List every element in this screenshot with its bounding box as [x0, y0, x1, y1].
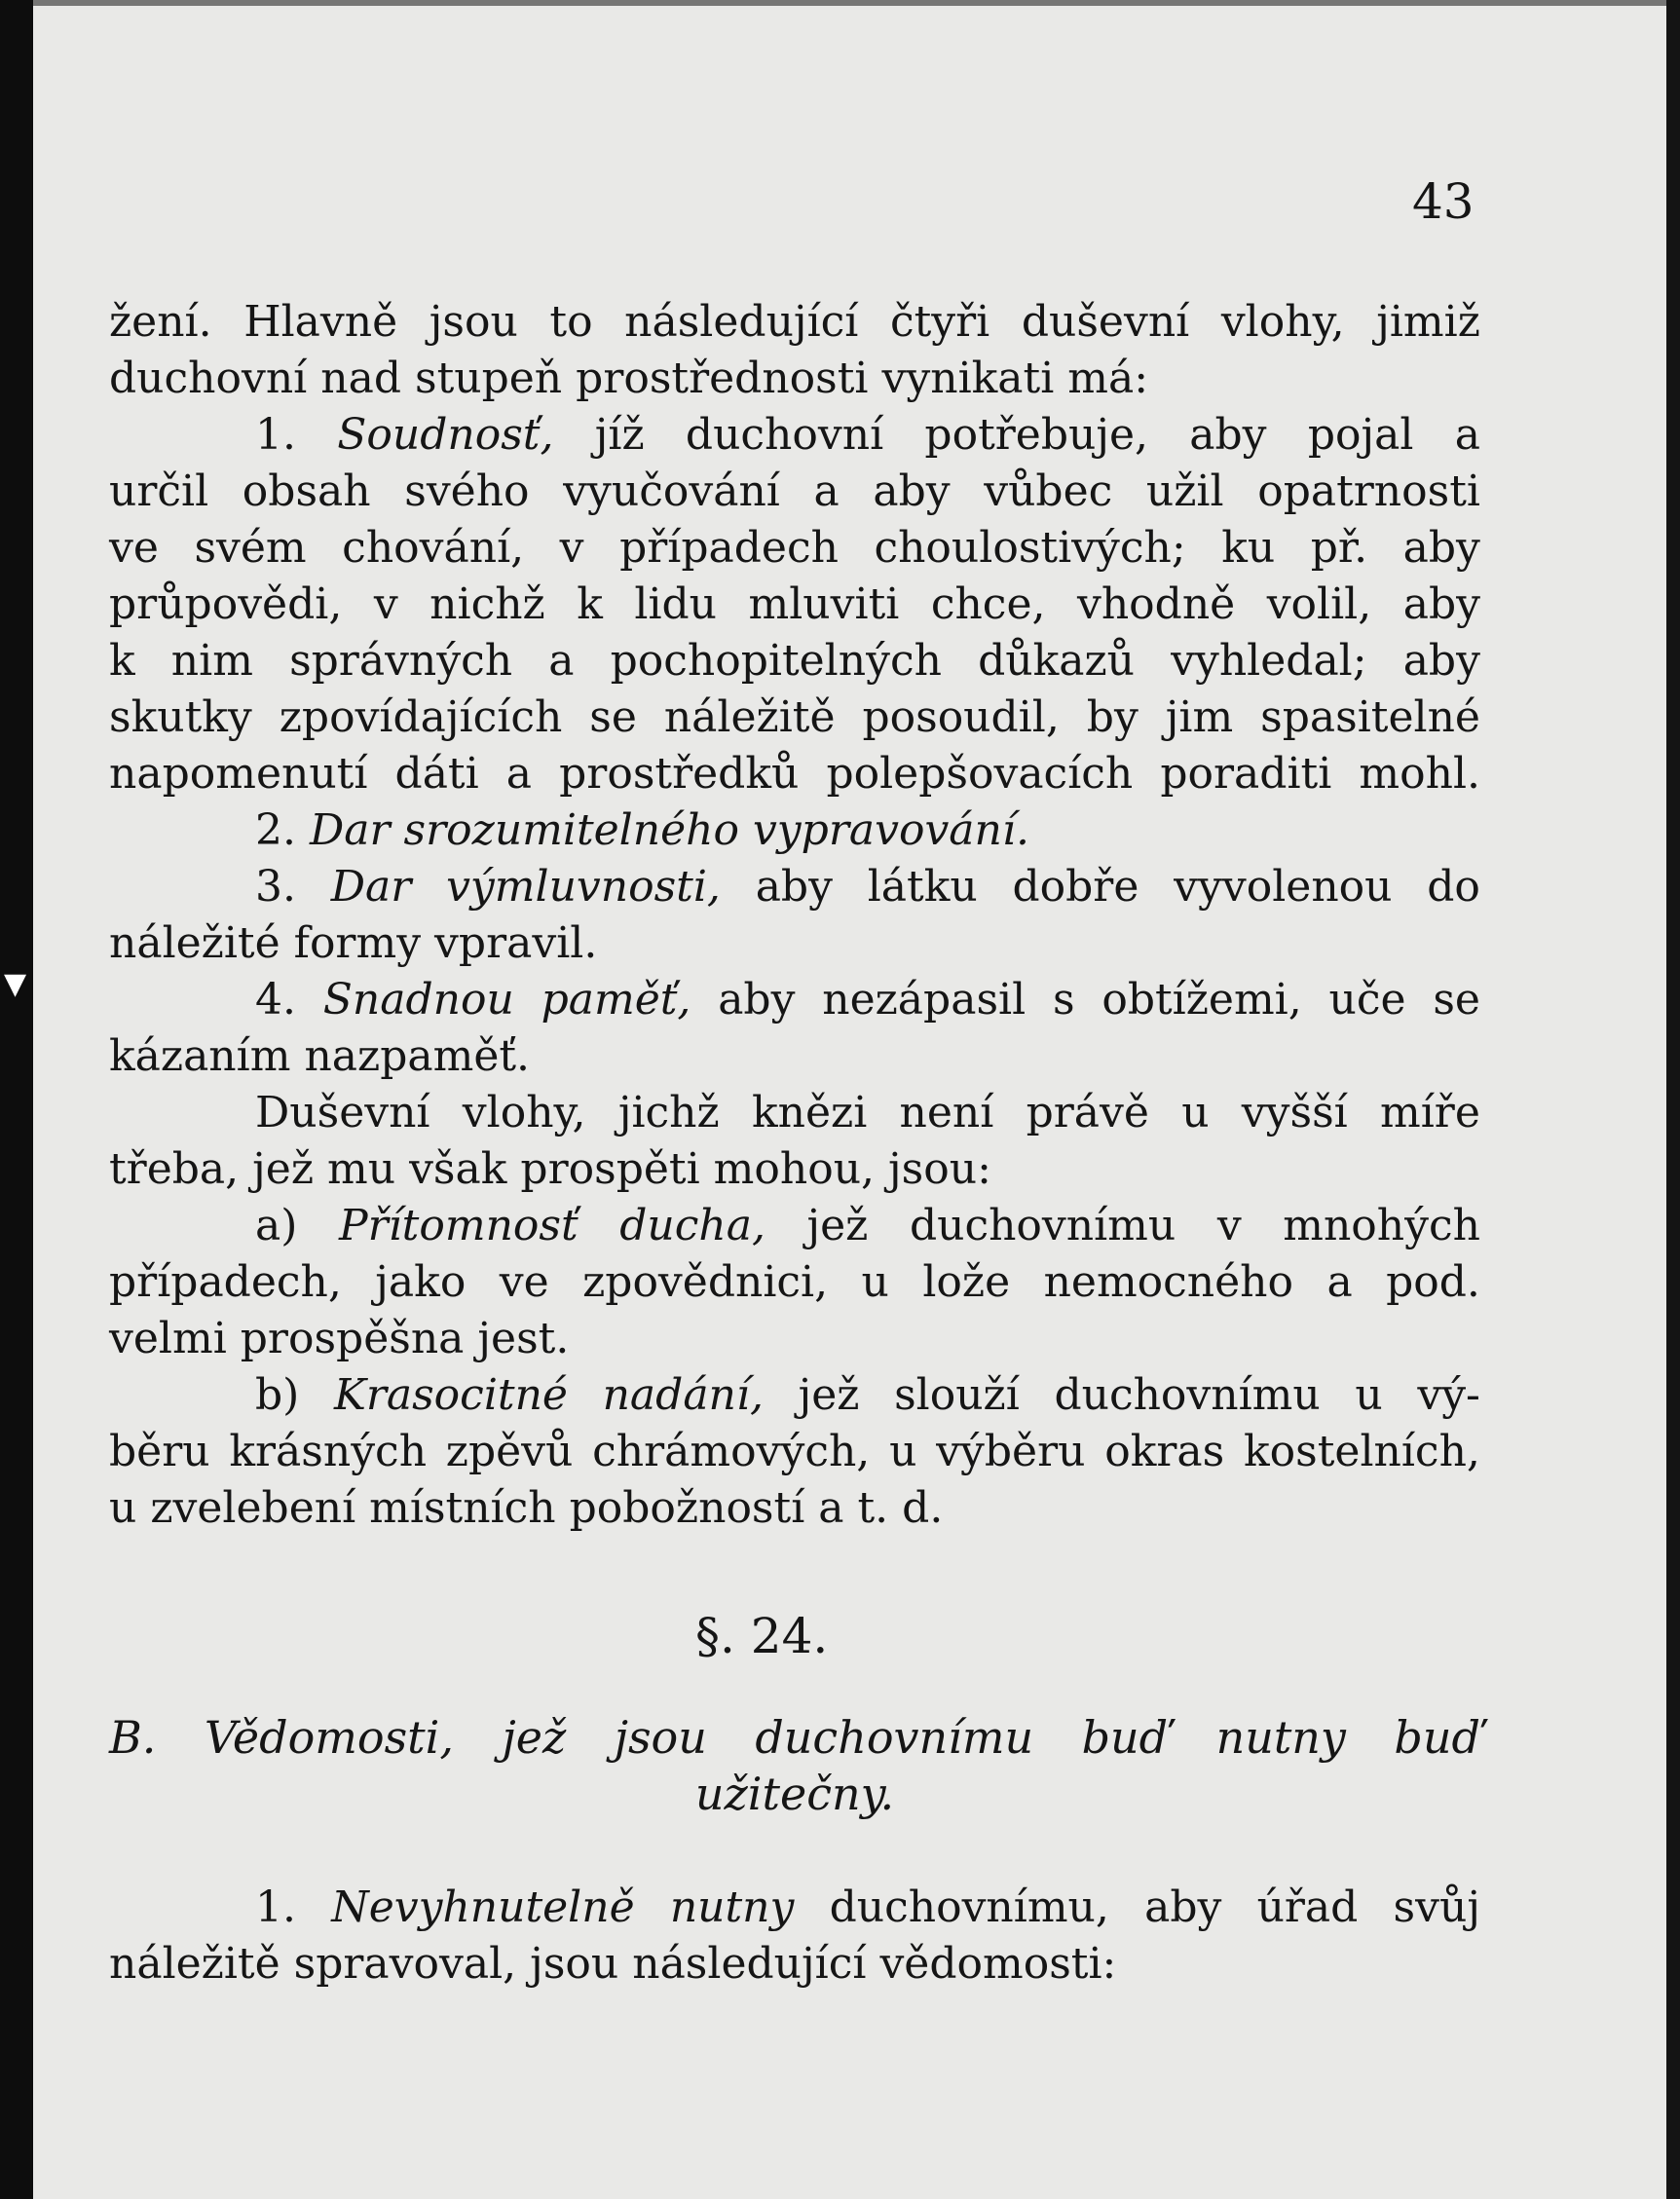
text-line: napomenutí dáti a prostředků polepšovacích poraditi mohl.	[109, 749, 1480, 799]
text-line: běru krásných zpěvů chrámových, u výběru okras kostelních,	[109, 1427, 1480, 1476]
scan-left-border	[0, 0, 33, 2199]
text-line: k nim správných a pochopitelných důkazů vyhledal; aby	[109, 636, 1480, 686]
margin-mark: ▼	[4, 967, 27, 1001]
text-line: a) Přítomnosť ducha, jež duchovnímu v mnohých	[255, 1201, 1480, 1250]
text-line: Duševní vlohy, jichž knězi není právě u vyšší míře	[255, 1088, 1480, 1137]
text-line: b) Krasocitné nadání, jež slouží duchovnímu u vý-	[255, 1370, 1480, 1420]
text-line: určil obsah svého vyučování a aby vůbec užil opatrnosti	[109, 466, 1480, 516]
text-line: kázaním nazpaměť.	[109, 1031, 531, 1081]
text-line: žení. Hlavně jsou to následující čtyři duševní vlohy, jimiž	[109, 297, 1480, 347]
scan-right-border	[1666, 0, 1680, 2199]
section-number: §. 24.	[695, 1608, 829, 1664]
text-line: 1. Nevyhnutelně nutny duchovnímu, aby úřad svůj	[255, 1882, 1480, 1932]
text-line: duchovní nad stupeň prostřednosti vynikati má:	[109, 354, 1149, 403]
text-line: 3. Dar výmluvnosti, aby látku dobře vyvolenou do	[255, 862, 1480, 912]
text-line: 2. Dar srozumitelného vypravování.	[255, 805, 1029, 855]
text-line: náležité formy vpravil.	[109, 918, 598, 968]
text-line: průpovědi, v nichž k lidu mluviti chce, vhodně volil, aby	[109, 579, 1480, 629]
section-heading-line-1: B. Vědomosti, jež jsou duchovnímu buď nutny buď	[109, 1711, 1480, 1764]
text-line: třeba, jež mu však prospěti mohou, jsou:	[109, 1144, 991, 1194]
text-line: velmi prospěšna jest.	[109, 1314, 570, 1363]
text-line: případech, jako ve zpovědnici, u lože nemocného a pod.	[109, 1257, 1480, 1307]
text-line: 1. Soudnosť, jíž duchovní potřebuje, aby pojal a	[255, 410, 1480, 460]
text-line: u zvelebení místních pobožností a t. d.	[109, 1483, 944, 1533]
text-line: ve svém chování, v případech choulostivých; ku př. aby	[109, 523, 1480, 573]
page-number: 43	[1412, 173, 1475, 230]
text-line: skutky zpovídajících se náležitě posoudil, by jim spasitelné	[109, 692, 1480, 742]
scan-top-border	[33, 0, 1666, 6]
section-heading-line-2: užitečny.	[694, 1768, 895, 1820]
text-line: 4. Snadnou paměť, aby nezápasil s obtížemi, uče se	[255, 975, 1480, 1025]
text-line: náležitě spravoval, jsou následující vědomosti:	[109, 1939, 1117, 1989]
